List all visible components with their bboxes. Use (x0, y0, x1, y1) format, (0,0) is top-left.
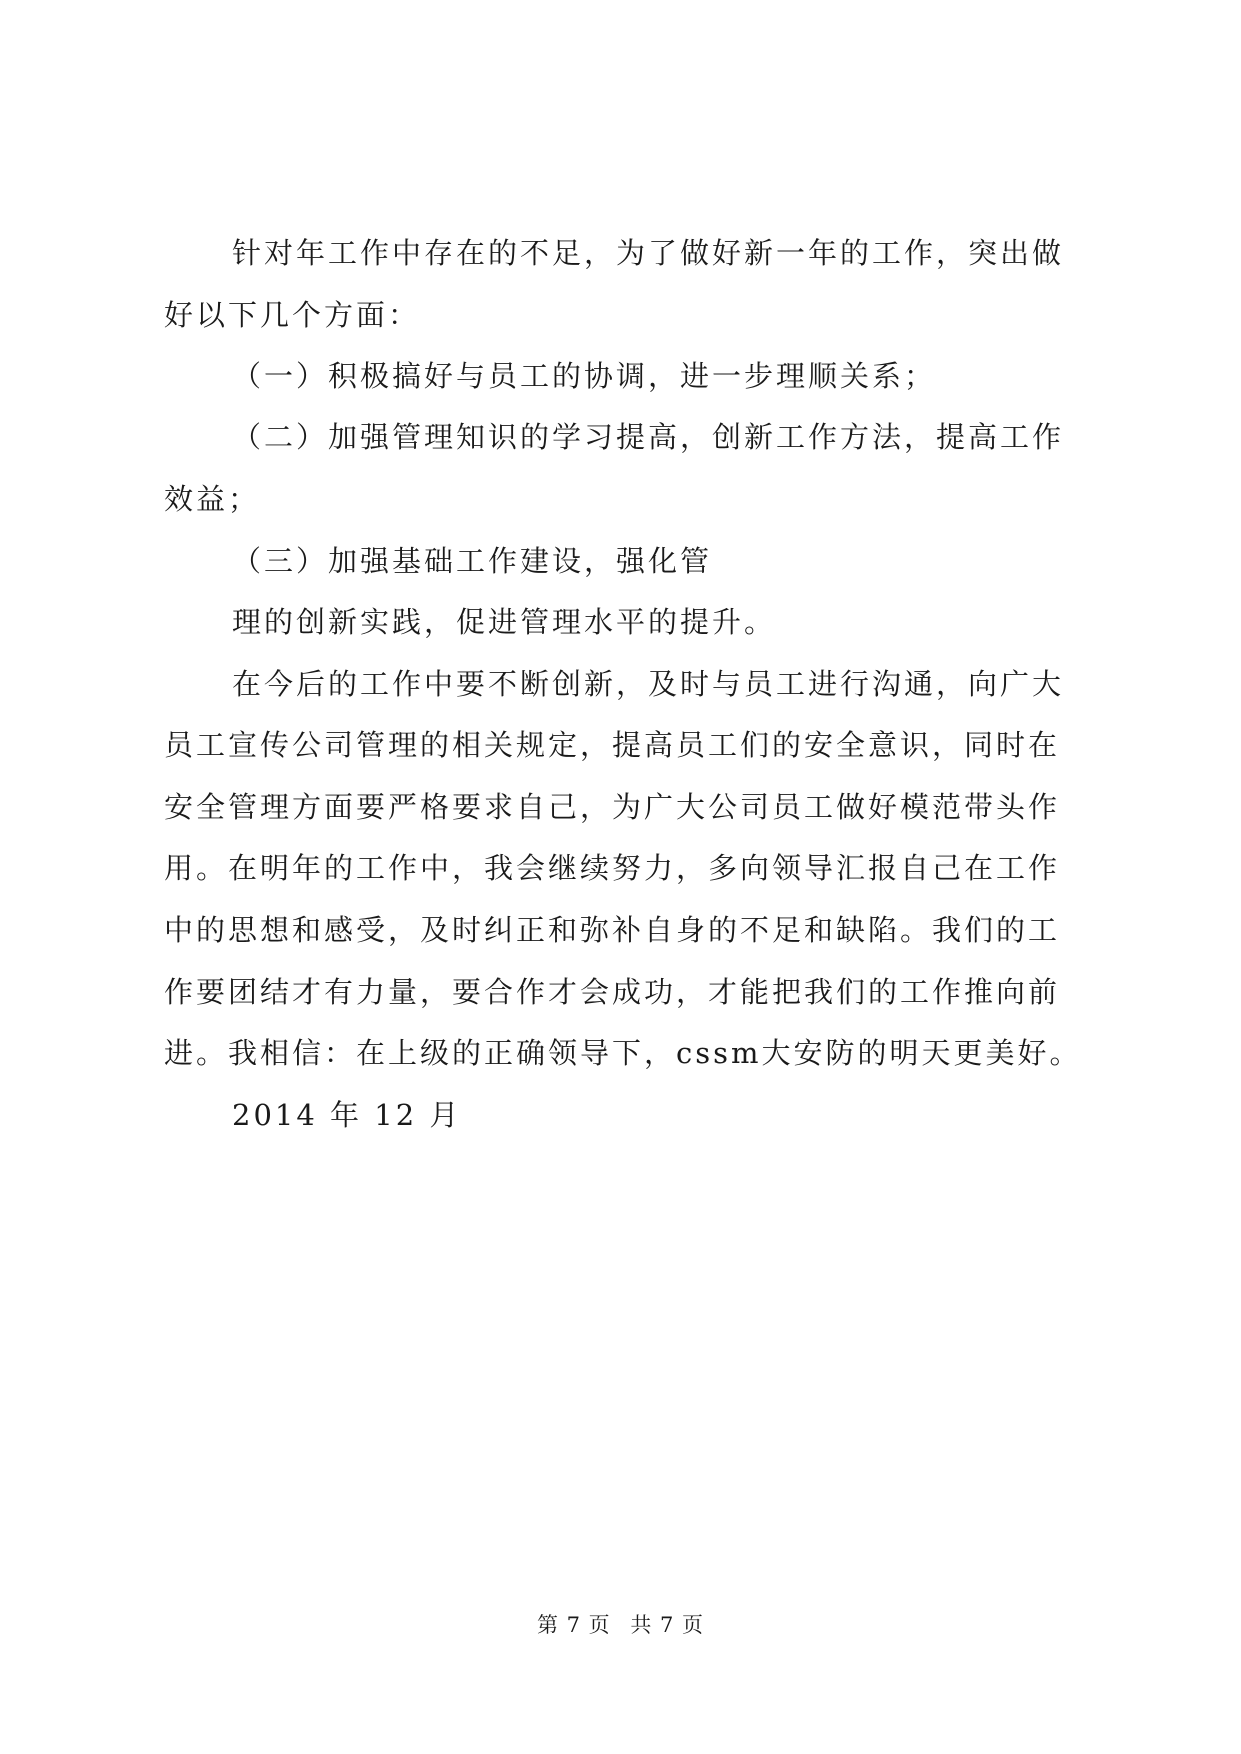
paragraph-line: 中的思想和感受，及时纠正和弥补自身的不足和缺陷。我们的工 (164, 913, 1061, 947)
paragraph-line: 作要团结才有力量，要合作才会成功，才能把我们的工作推向前 (164, 975, 1061, 1009)
page-footer (0, 1612, 1241, 1638)
list-item-line: （二）加强管理知识的学习提高，创新工作方法，提高工作 (232, 420, 1065, 454)
paragraph-line: 在今后的工作中要不断创新，及时与员工进行沟通，向广大 (232, 667, 1065, 701)
list-item-line: （一）积极搞好与员工的协调，进一步理顺关系； (232, 359, 937, 393)
paragraph-line: 针对年工作中存在的不足，为了做好新一年的工作，突出做 (232, 236, 1065, 270)
page-number: 第 7 页 (536, 1613, 611, 1637)
paragraph-line: 用。在明年的工作中，我会继续努力，多向领导汇报自己在工作 (164, 851, 1061, 885)
list-item-line: （三）加强基础工作建设，强化管 (232, 544, 713, 578)
list-item-line: 效益； (164, 482, 261, 516)
page-total: 共 7 页 (630, 1613, 705, 1637)
paragraph-line: 理的创新实践，促进管理水平的提升。 (232, 605, 777, 639)
paragraph-line: 安全管理方面要严格要求自己，为广大公司员工做好模范带头作 (164, 790, 1061, 824)
date-line: 2014 年 12 月 (232, 1098, 462, 1132)
paragraph-line: 进。我相信：在上级的正确领导下，cssm大安防的明天更美好。 (164, 1036, 1082, 1070)
paragraph-line: 好以下几个方面： (164, 298, 421, 332)
paragraph-line: 员工宣传公司管理的相关规定，提高员工们的安全意识，同时在 (164, 728, 1061, 762)
